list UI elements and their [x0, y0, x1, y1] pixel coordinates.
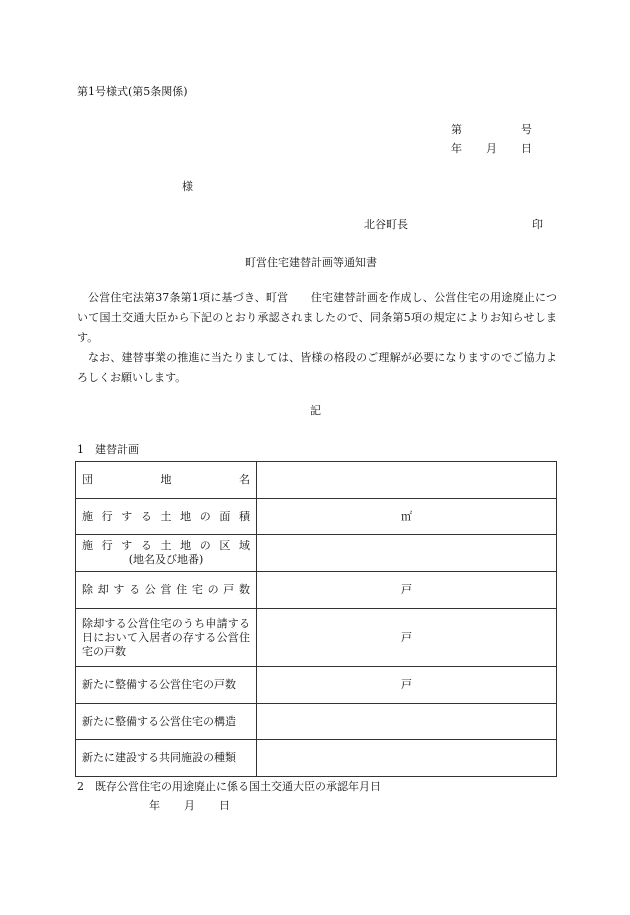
row-label-new-count: 新たに整備する公営住宅の戸数: [76, 667, 257, 704]
approval-day: 日: [219, 799, 230, 812]
form-number: 第1号様式(第5条関係): [77, 85, 188, 98]
number-go: 号: [521, 123, 532, 136]
sender-title: 北谷町長: [364, 218, 408, 231]
row-label-new-structure: 新たに整備する公営住宅の構造: [76, 704, 257, 740]
row-label-occupied-count: 除却する公営住宅のうち申請する日において入居者の存する公営住宅の戸数: [76, 609, 257, 667]
ki-heading: 記: [310, 404, 321, 417]
row-value: [257, 704, 557, 740]
approval-month: 月: [184, 799, 195, 812]
row-value-unit: ㎡: [257, 499, 557, 535]
rebuild-plan-table: [75, 461, 557, 777]
row-label-land-zone: 施行する土地の区域 (地名及び地番): [76, 535, 257, 572]
row-value-unit: 戸: [257, 609, 557, 667]
row-value: [257, 740, 557, 777]
row-label-land-area: 施行する土地の面積: [76, 499, 257, 535]
row-label-demolish-count: 除却する公営住宅の戸数: [76, 572, 257, 609]
table-row: [76, 667, 557, 704]
table-row: [76, 609, 557, 667]
row-label-shared-facility: 新たに建設する共同施設の種類: [76, 740, 257, 777]
row-value-unit: 戸: [257, 572, 557, 609]
seal-mark: 印: [532, 218, 543, 231]
row-value: [257, 462, 557, 499]
row-value-unit: 戸: [257, 667, 557, 704]
row-label-subnote: (地名及び地番): [128, 553, 204, 566]
document-title: 町営住宅建替計画等通知書: [245, 256, 377, 269]
section-2-title: 2 既存公営住宅の用途廃止に係る国土交通大臣の承認年月日: [77, 780, 381, 793]
section-1-title: 1 建替計画: [77, 443, 139, 456]
row-label-danchi-mei: 団地名: [76, 462, 257, 499]
addressee-sama: 様: [182, 180, 193, 193]
date-day: 日: [521, 142, 532, 155]
table-row: [76, 572, 557, 609]
table-row: [76, 704, 557, 740]
table-row: [76, 740, 557, 777]
table-row: [76, 499, 557, 535]
approval-year: 年: [149, 799, 160, 812]
body-paragraph-2: なお、建替事業の推進に当たりましては、皆様の格段のご理解が必要になりますのでご協力よろしくお願いします。: [77, 351, 557, 384]
number-dai: 第: [451, 123, 462, 136]
body-paragraph-1: 公営住宅法第37条第1項に基づき、町営 住宅建替計画を作成し、公営住宅の用途廃止について国土交通大臣から下記のとおり承認されましたので、同条第5項の規定によりお知らせします。: [77, 291, 557, 344]
table-row: [76, 535, 557, 572]
row-value: [257, 535, 557, 572]
date-year: 年: [451, 142, 462, 155]
table-row: [76, 462, 557, 499]
date-month: 月: [486, 142, 497, 155]
